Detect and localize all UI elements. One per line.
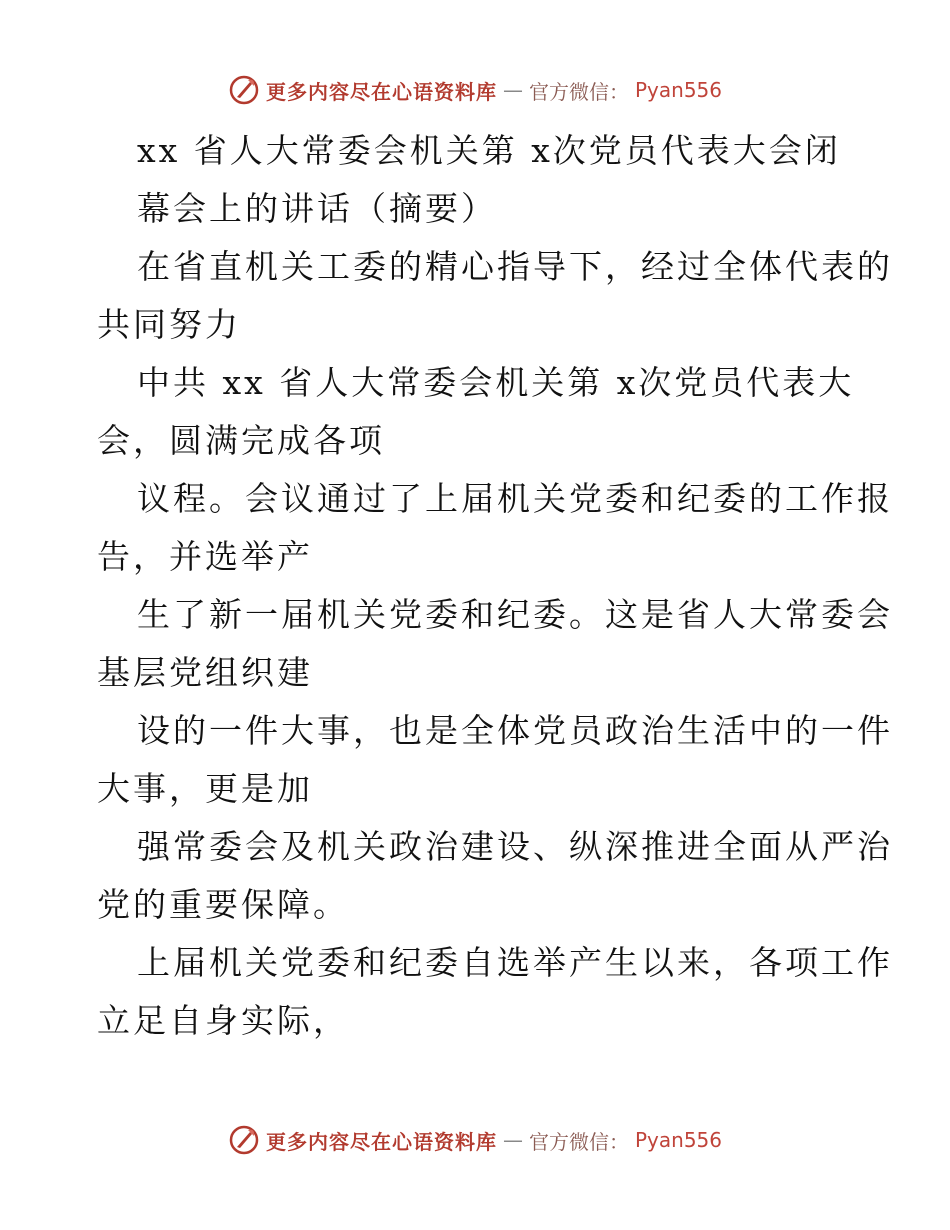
document-line: 中共 xx 省人大常委会机关第 x次党员代表大 [137,363,855,402]
banner-wechat-id: Pyan556 [634,78,722,102]
banner-main-text: 更多内容尽在心语资料库 [265,1129,497,1154]
banner-separator: — [502,78,523,102]
document-line: 会，圆满完成各项 [97,421,385,460]
document-line: 在省直机关工委的精心指导下，经过全体代表的 [137,247,893,286]
banner-wechat-label: 官方微信： [528,79,629,104]
document-line: xx 省人大常委会机关第 x次党员代表大会闭 [137,131,841,170]
document-line: 设的一件大事，也是全体党员政治生活中的一件 [137,711,893,750]
document-line: 告，并选举产 [97,537,313,576]
banner-wechat-label: 官方微信： [528,1129,629,1154]
document-line: 幕会上的讲话（摘要） [137,189,497,228]
document-line: 党的重要保障。 [97,885,349,924]
document-line: 强常委会及机关政治建设、纵深推进全面从严治 [137,827,893,866]
footer-watermark-banner [0,1120,950,1160]
banner-main-text: 更多内容尽在心语资料库 [265,79,497,104]
document-body [97,122,893,1050]
document-line: 共同努力 [97,305,241,344]
document-line: 生了新一届机关党委和纪委。这是省人大常委会 [137,595,893,634]
header-watermark-banner [0,70,950,110]
quill-pen-circle-icon [228,1124,260,1156]
quill-pen-circle-icon [228,74,260,106]
document-line: 大事，更是加 [97,769,313,808]
document-line: 基层党组织建 [97,653,313,692]
document-line: 上届机关党委和纪委自选举产生以来，各项工作 [137,943,893,982]
document-line: 议程。会议通过了上届机关党委和纪委的工作报 [137,479,893,518]
document-line: 立足自身实际， [97,1001,349,1040]
banner-separator: — [502,1128,523,1152]
banner-wechat-id: Pyan556 [634,1128,722,1152]
